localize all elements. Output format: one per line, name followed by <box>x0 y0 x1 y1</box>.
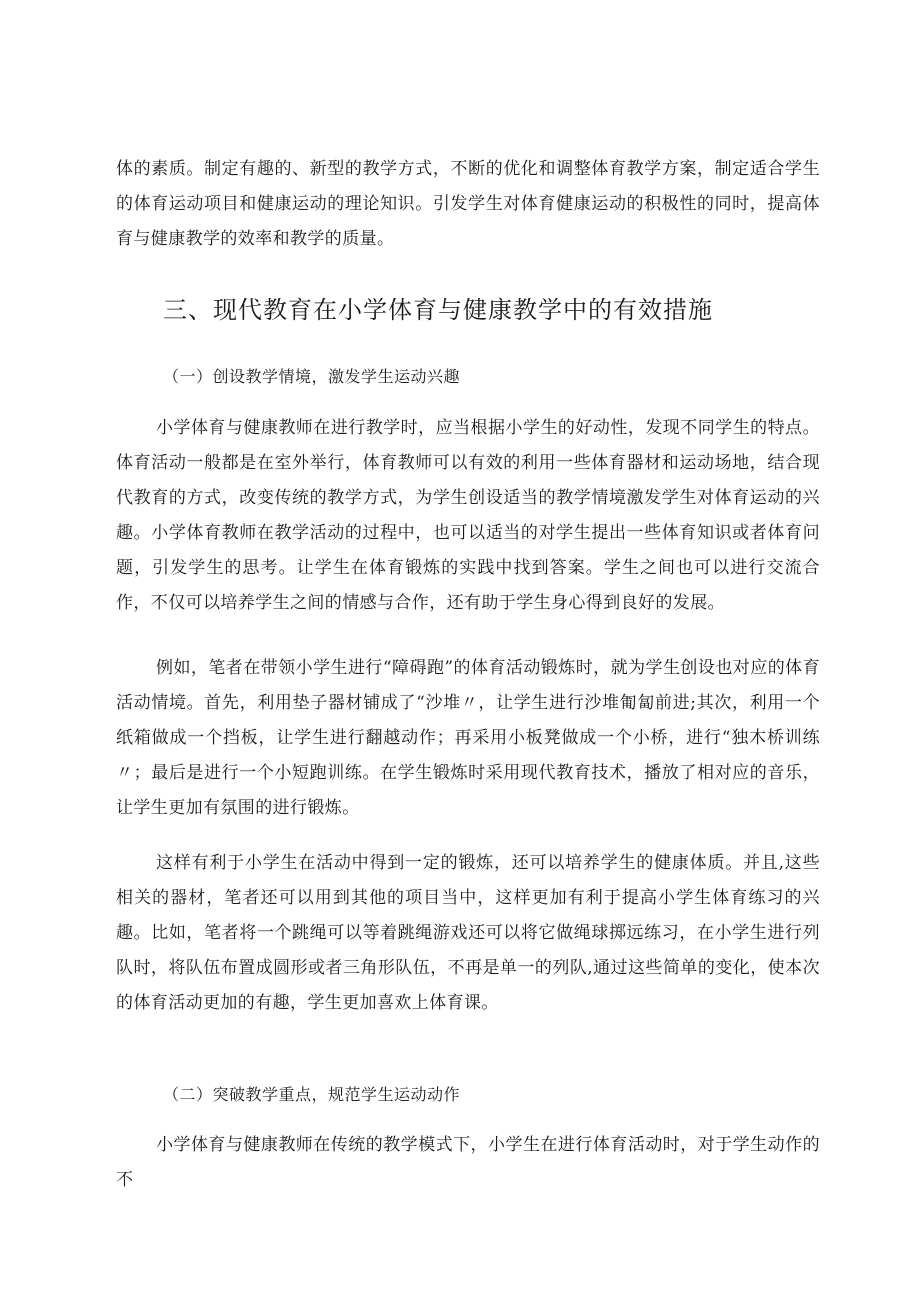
body-paragraph-1: 小学体育与健康教师在进行教学时，应当根据小学生的好动性，发现不同学生的特点。体育活动一般都是在室外举行，体育教师可以有效的利用一些体育器材和运动场地，结合现代教育的方式，改变传统的教学方式，为学生创设适当的教学情境激发学生对体育运动的兴趣。小学体育教师在教学活动的过程中，也可以适当的对学生提出一些体育知识或者体育问题，引发学生的思考。让学生在体育锻炼的实践中找到答案。学生之间也可以进行交流合作，不仅可以培养学生之间的情感与合作，还有助于学生身心得到良好的发展。 <box>116 418 820 613</box>
subheading-create-teaching-situation: （一）创设教学情境，激发学生运动兴趣 <box>163 367 461 386</box>
body-paragraph-4: 小学体育与健康教师在传统的教学模式下，小学生在进行体育活动时，对于学生动作的不 <box>116 1135 820 1190</box>
intro-paragraph: 体的素质。制定有趣的、新型的教学方式，不断的优化和调整体育教学方案，制定适合学生的体育运动项目和健康运动的理论知识。引发学生对体育健康运动的积极性的同时，提高体育与健康教学的效率和教学的质量。 <box>116 159 820 249</box>
body-paragraph-3: 这样有利于小学生在活动中得到一定的锻炼，还可以培养学生的健康体质。并且,这些相关的器材，笔者还可以用到其他的项目当中，这样更加有利于提高小学生体育练习的兴趣。比如，笔者将一个跳绳可以等着跳绳游戏还可以将它做绳球掷远练习，在小学生进行列队时，将队伍布置成圆形或者三角形队伍，不再是单一的列队,通过这些简单的变化，使本次的体育活动更加的有趣，学生更加喜欢上体育课。 <box>116 853 820 1013</box>
body-paragraph-2: 例如，笔者在带领小学生进行“障碍跑”的体育活动锻炼时，就为学生创设也对应的体育活动情境。首先，利用垫子器材铺成了“沙堆〃，让学生进行沙堆匍匐前进;其次，利用一个纸箱做成一个挡板，让学生进行翻越动作；再采用小板凳做成一个小桥，进行“独木桥训练〃；最后是进行一个小短跑训练。在学生锻炼时采用现代教育技术，播放了相对应的音乐，让学生更加有氛围的进行锻炼。 <box>116 658 820 818</box>
section-heading: 三、现代教育在小学体育与健康教学中的有效措施 <box>163 296 713 324</box>
subheading-break-through-key-points: （二）突破教学重点，规范学生运动动作 <box>163 1085 461 1104</box>
